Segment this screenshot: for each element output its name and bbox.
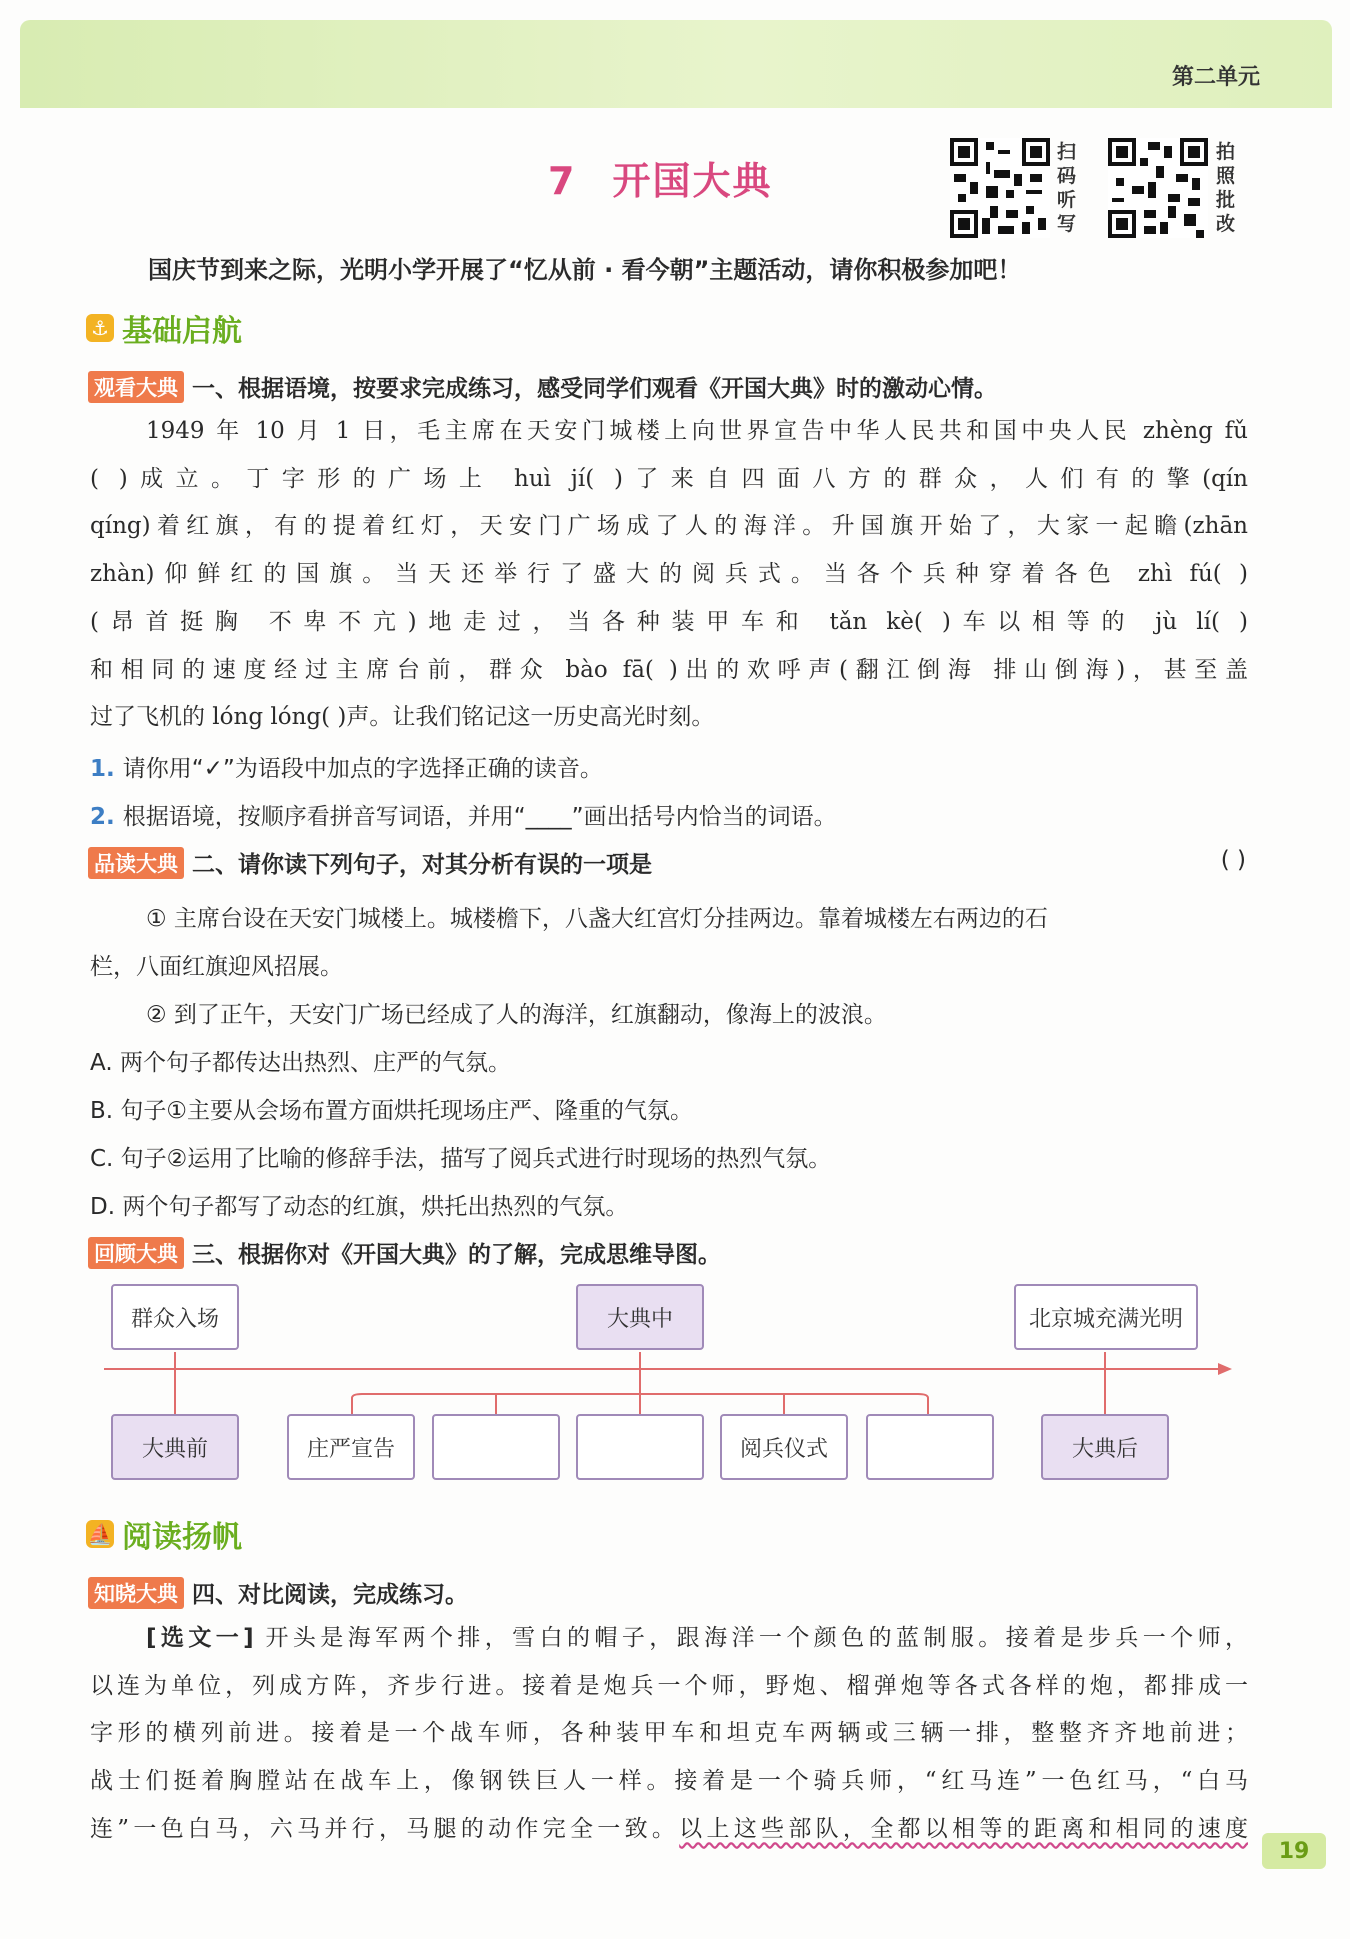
passage-line: 过了飞机的 lóng lóng( )声。让我们铭记这一历史高光时刻。 [90,704,715,731]
passage-line [90,1806,1248,1854]
map-box-bottom-2: 庄严宣告 [287,1414,415,1480]
anchor-icon: ⚓ [86,314,114,342]
passage-text: 连”一色白马，六马并行，马腿的动作完全一致。 [90,1815,680,1842]
option-b[interactable]: B. 句子①主要从会场布置方面烘托现场庄严、隆重的气氛。 [90,1098,694,1124]
sentence-1-line-1: ① 主席台设在天安门城楼上。城楼檐下，八盏大红宫灯分挂两边。靠着城楼左右两边的石 [146,906,1048,932]
map-box-bottom-7: 大典后 [1041,1414,1169,1480]
qr-grade-label: 拍照批改 [1216,141,1236,235]
passage-line: ( )成立。丁字形的广场上 huì jí( )了来自四面八方的群众，人们有的擎(qín [90,465,1248,492]
question-2-tag: 品读大典 [88,847,184,879]
passage-line: 字形的横列前进。接着是一个战车师，各种装甲车和坦克车两辆或三辆一排，整整齐齐地前进； [90,1720,1248,1747]
lesson-number: 7 [548,159,577,203]
section-basics-label: 基础启航 [122,314,242,349]
page-number: 19 [1262,1833,1326,1869]
option-d[interactable]: D. 两个句子都写了动态的红旗，烘托出热烈的气氛。 [90,1194,629,1220]
question-3-prompt: 三、根据你对《开国大典》的了解，完成思维导图。 [192,1242,721,1268]
map-box-bottom-blank-1[interactable] [432,1414,560,1480]
map-box-top-3: 北京城充满光明 [1014,1284,1198,1350]
qr-listen-label: 扫码听写 [1057,141,1077,235]
map-box-bottom-blank-2[interactable] [576,1414,704,1480]
passage-label: [选文一] [146,1625,254,1651]
question-4-tag: 知晓大典 [88,1577,184,1609]
section-reading-label: 阅读扬帆 [122,1520,242,1555]
sentence-2: ② 到了正午，天安门广场已经成了人的海洋，红旗翻动，像海上的波浪。 [146,1002,887,1028]
subquestion-2-text: 根据语境，按顺序看拼音写词语，并用“____”画出括号内恰当的词语。 [122,804,837,830]
reading-passage [90,1615,1248,1854]
passage-text: 开头是海军两个排，雪白的帽子，跟海洋一个颜色的蓝制服。接着是步兵一个师， [265,1625,1249,1651]
question-4-prompt: 四、对比阅读，完成练习。 [192,1582,468,1608]
passage-line: (昂首挺胸 不卑不亢)地走过，当各种装甲车和 tǎn kè( )车以相等的 jù lí( ) [90,608,1248,635]
passage-line: 和相同的速度经过主席台前，群众 bào fā( )出的欢呼声(翻江倒海 排山倒海)，甚至盖 [90,656,1248,683]
map-box-bottom-5: 阅兵仪式 [720,1414,848,1480]
question-3-tag: 回顾大典 [88,1237,184,1269]
map-box-bottom-blank-3[interactable] [866,1414,994,1480]
passage-line: 以连为单位，列成方阵，齐步行进。接着是炮兵一个师，野炮、榴弹炮等各式各样的炮，都排成一 [90,1672,1248,1699]
passage-line: 1949 年 10 月 1 日，毛主席在天安门城楼上向世界宣告中华人民共和国中央人民 zhèng fǔ [146,418,1248,444]
map-box-top-2: 大典中 [576,1284,704,1350]
lesson-name: 开国大典 [612,159,773,203]
question-4-header [88,1576,468,1609]
subquestion-2-number: 2. [90,804,115,830]
wavy-underlined-text: 以上这些部队，全都以相等的距离和相同的速度 [679,1815,1248,1842]
subquestion-1-number: 1. [90,756,115,782]
map-box-bottom-1: 大典前 [111,1414,239,1480]
section-reading-title [86,1512,242,1556]
option-a[interactable]: A. 两个句子都传达出热烈、庄严的气氛。 [90,1050,511,1076]
sail-icon: ⛵ [87,1522,113,1546]
question-1-prompt: 一、根据语境，按要求完成练习，感受同学们观看《开国大典》时的激动心情。 [192,376,997,402]
passage-line: qíng)着红旗，有的提着红灯，天安门广场成了人的海洋。升国旗开始了，大家一起瞻(zhān [90,513,1248,540]
passage-line: 战士们挺着胸膛站在战车上，像钢铁巨人一样。接着是一个骑兵师，“红马连”一色红马，“白马 [90,1768,1248,1795]
passage-line [90,1615,1248,1663]
intro-text: 国庆节到来之际，光明小学开展了“忆从前 · 看今朝”主题活动，请你积极参加吧！ [148,256,1022,284]
map-box-top-1: 群众入场 [111,1284,239,1350]
question-1-tag: 观看大典 [88,371,184,403]
sentence-1-line-2: 栏，八面红旗迎风招展。 [90,954,343,980]
unit-label: 第二单元 [1171,65,1260,90]
question-2-prompt: 二、请你读下列句子，对其分析有误的一项是 [192,852,652,878]
passage-line: zhàn)仰鲜红的国旗。当天还举行了盛大的阅兵式。当各个兵种穿着各色 zhì fú( ) [90,561,1248,588]
question-2-answer-blank[interactable]: ( ) [1220,847,1246,873]
option-c[interactable]: C. 句子②运用了比喻的修辞手法，描写了阅兵式进行时现场的热烈气氛。 [90,1146,832,1172]
timeline-arrow-icon [1218,1363,1232,1375]
subquestion-1-text: 请你用“✓”为语段中加点的字选择正确的读音。 [122,756,603,782]
